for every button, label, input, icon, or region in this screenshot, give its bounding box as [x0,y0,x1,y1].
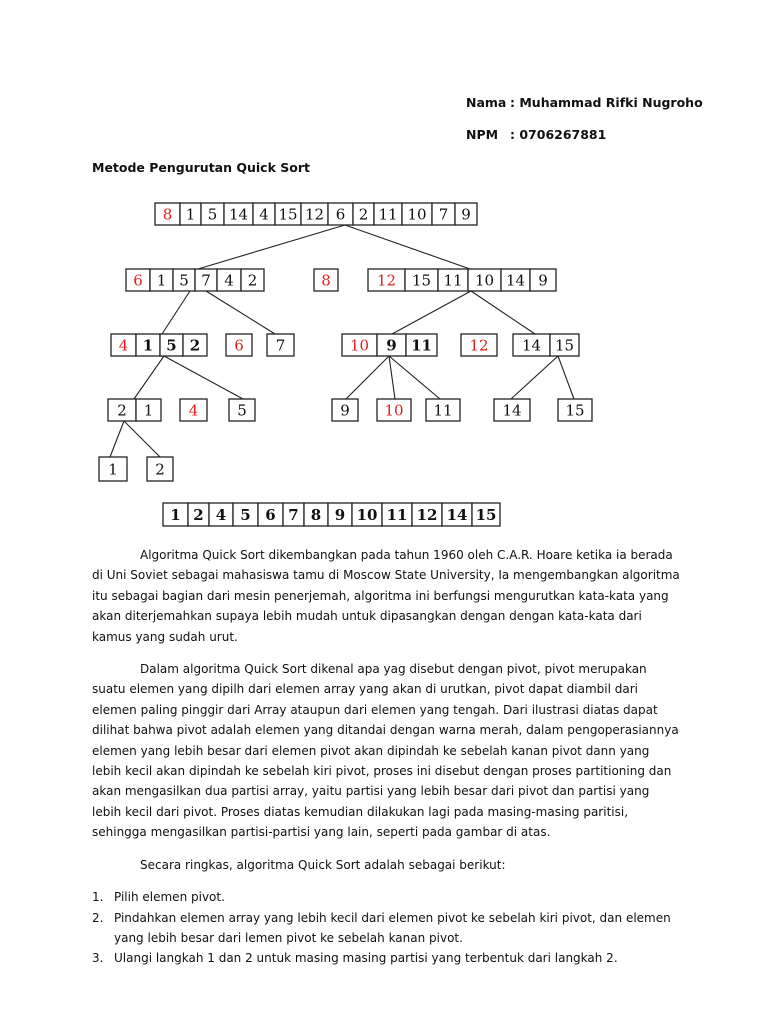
cell-value: 9 [538,271,548,290]
cell-value: 15 [554,336,575,355]
cell-value: 10 [474,271,495,290]
cell-value: 7 [288,506,299,524]
cell-value: 6 [335,205,346,224]
step-number: 2. [92,910,104,925]
tree-edge [471,291,535,334]
tree-edge [134,356,164,399]
array-node [147,457,173,481]
name-value: : Muhammad Rifki Nugroho [510,95,703,110]
pivot-value: 8 [162,205,173,224]
cell-value: 9 [334,506,346,524]
sorted-array [163,503,500,526]
cell-value: 11 [411,336,432,355]
pivot-value: 6 [133,271,143,290]
cell-value: 2 [189,336,201,355]
cell-value: 15 [475,506,497,524]
cell-value: 4 [224,271,234,290]
step-text: Pilih elemen pivot. [114,890,225,905]
body-text [92,545,682,969]
step-text: Pindahkan elemen array yang lebih kecil dari elemen pivot ke sebelah kiri pivot, dan elemen yang lebih besar dari lemen pivot ke sebelah kanan pivot. [114,910,671,945]
cell-value: 5 [207,205,218,224]
array-node [426,399,460,421]
cell-value: 14 [228,205,249,224]
steps-list [92,887,682,969]
cell-value: 12 [416,506,438,524]
cell-value: 9 [340,401,350,420]
array-node [126,269,264,291]
array-node [368,269,556,291]
cell-value: 4 [215,506,227,524]
array-node [461,334,497,356]
npm-label: NPM [466,127,499,142]
cell-value: 5 [179,271,189,290]
cell-value: 11 [386,506,408,524]
cell-value: 11 [443,271,463,290]
tree-edge [392,291,471,334]
step-text: Ulangi langkah 1 dan 2 untuk masing masing partisi yang terbentuk dari langkah 2. [114,951,618,966]
array-node [267,334,294,356]
array-node [99,457,127,481]
tree-edge [110,421,124,457]
step-number: 3. [92,951,104,966]
cell-value: 2 [193,506,204,524]
cell-value: 12 [304,205,325,224]
cell-value: 9 [386,336,397,355]
array-node [229,399,255,421]
cell-value: 10 [356,506,378,524]
cell-value: 15 [411,271,432,290]
cell-value: 1 [170,506,181,524]
cell-value: 1 [108,460,118,479]
array-node [108,399,161,421]
tree-edge [389,356,395,399]
cell-value: 14 [521,336,542,355]
array-node [558,399,592,421]
array-node [494,399,530,421]
pivot-value: 12 [469,336,489,355]
cell-value: 14 [446,506,468,524]
array-node [332,399,358,421]
paragraph-pivot: Dalam algoritma Quick Sort dikenal apa yag disebut dengan pivot, pivot merupakan suatu elemen yang dipilh dari elemen array yang akan di urutkan, pivot dapat diambil dari elemen paling pinggir dari Array ataupun dari elemen yang tengah. Dari ilustrasi diatas dapat dilihat bahwa pivot adalah elemen yang ditandai dengan warna merah, dalam pengoperasiannya elemen yang lebih besar dari elemen pivot akan dipindah ke sebelah kanan pivot dann yang lebih kecil akan dipindah ke sebelah kiri pivot, proses ini disebut dengan proses partitioning dan akan mengasilkan dua partisi array, yaitu partisi yang lebih besar dari pivot dan partisi yang lebih kecil dari pivot. Proses diatas kemudian dilakukan lagi pada masing-masing paritisi, sehingga mengasilkan partisi-partisi yang lain, seperti pada gambar di atas. [92,662,679,840]
pivot-value: 12 [376,271,397,290]
cell-value: 1 [142,336,154,355]
array-node [513,334,579,356]
cell-value: 7 [201,271,211,290]
cell-value: 7 [275,336,286,355]
cell-value: 9 [461,205,471,224]
cell-value: 5 [166,336,177,355]
name-label: Nama [466,95,507,110]
tree-edge [162,291,190,334]
cell-value: 14 [505,271,526,290]
cell-value: 8 [310,506,322,524]
step-number: 1. [92,890,104,905]
array-node [111,334,207,356]
pivot-value: 10 [349,336,370,355]
array-node [342,334,437,356]
tree-edge [206,291,275,334]
cell-value: 15 [565,401,585,420]
section-title: Metode Pengurutan Quick Sort [92,160,310,175]
array-node [226,334,252,356]
cell-value: 10 [407,205,427,224]
cell-value: 2 [358,205,369,224]
cell-value: 11 [433,401,453,420]
cell-value: 5 [240,506,251,524]
cell-value: 11 [378,205,398,224]
array-node [180,399,207,421]
pivot-value: 4 [118,336,129,355]
cell-value: 4 [259,205,269,224]
cell-value: 2 [155,460,165,479]
cell-value: 2 [247,271,258,290]
cell-value: 15 [278,205,298,224]
cell-value: 1 [185,205,196,224]
array-node [314,269,338,291]
npm-value: : 0706267881 [510,127,607,142]
cell-value: 14 [502,401,522,420]
tree-edge [345,225,470,269]
array-node [155,203,477,225]
diagram-nodes [99,203,592,526]
list-item [92,948,682,968]
tree-edge [164,356,243,399]
paragraph-summary: Secara ringkas, algoritma Quick Sort adalah sebagai berikut: [140,857,506,872]
tree-edge [389,356,440,399]
tree-edge [511,356,558,399]
pivot-value: 10 [384,401,404,420]
pivot-value: 8 [321,271,331,290]
pivot-value: 6 [234,336,244,355]
cell-value: 7 [438,205,449,224]
tree-edge [558,356,574,399]
array-node [377,399,411,421]
cell-value: 1 [156,271,167,290]
list-item [92,908,682,949]
cell-value: 6 [265,506,276,524]
list-item [92,887,682,907]
tree-edge [198,225,345,269]
tree-edge [124,421,160,457]
tree-edge [346,356,389,399]
cell-value: 5 [237,401,247,420]
pivot-value: 4 [188,401,199,420]
cell-value: 2 [117,401,127,420]
paragraph-history: Algoritma Quick Sort dikembangkan pada tahun 1960 oleh C.A.R. Hoare ketika ia berada di Uni Soviet sebagai mahasiswa tamu di Moscow State University, Ia mengembangkan algoritma itu sebagai bagian dari mesin penerjemah, algoritma ini berfungsi mengurutkan kata-kata yang akan diterjemahkan supaya lebih mudah untuk dipasangkan dengan dengan kata-kata dari kamus yang sudah urut. [92,548,680,644]
cell-value: 1 [143,401,154,420]
